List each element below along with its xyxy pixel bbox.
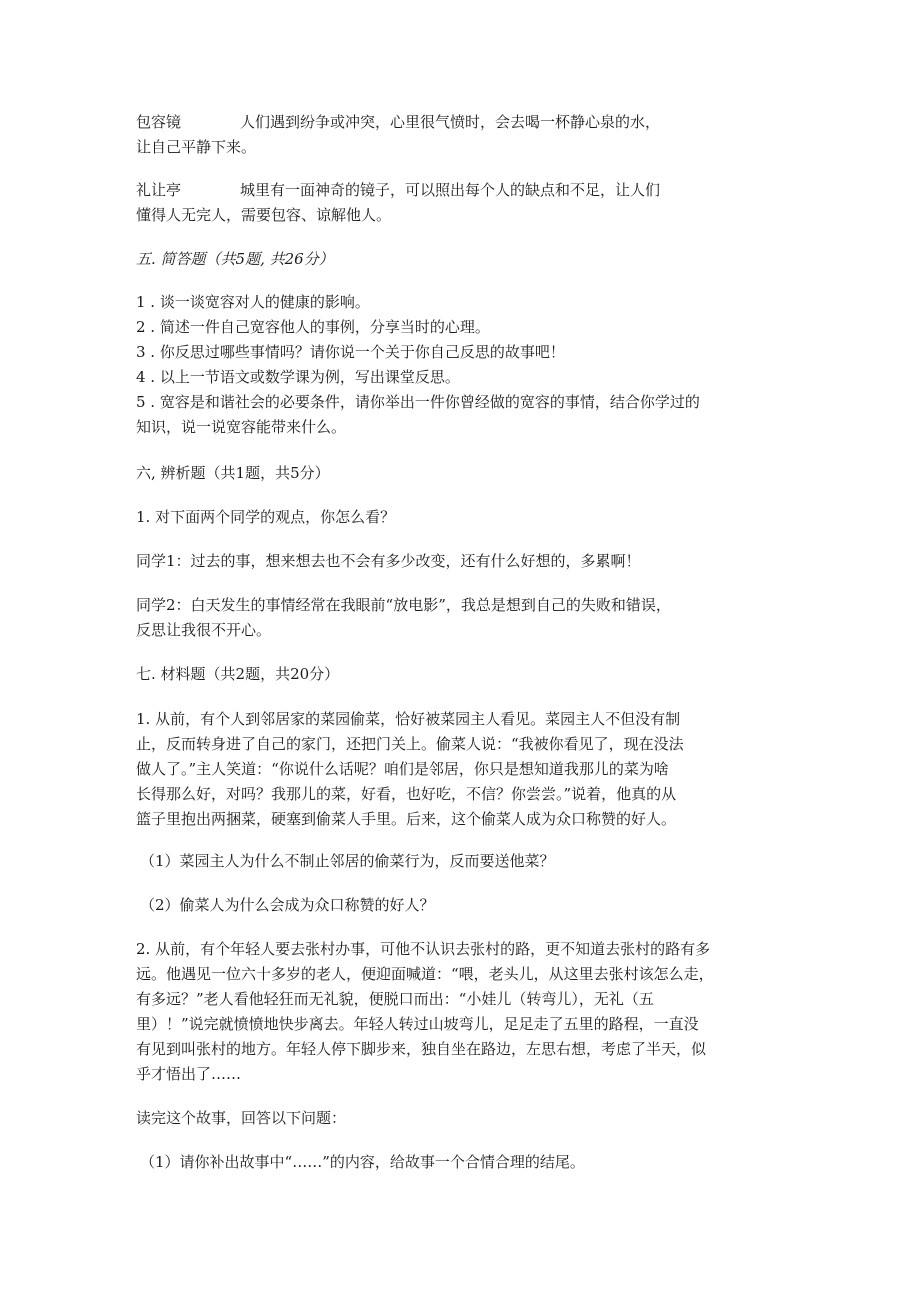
match-term: 包容镜	[136, 113, 182, 131]
list-item: 2 . 简述一件自己宽容他人的事例，分享当时的心理。	[136, 318, 490, 336]
match-description-cont: 让自己平静下来。	[136, 138, 257, 156]
story-1-question-1: （1）菜园主人为什么不制止邻居的偷菜行为，反而要送他菜？	[140, 852, 555, 870]
match-description: 城里有一面神奇的镜子，可以照出每个人的缺点和不足，让人们	[240, 181, 661, 199]
story-line: 2. 从前，有个年轻人要去张村办事，可他不认识去张村的路，更不知道去张村的路有多	[136, 940, 711, 958]
list-item: 4 . 以上一节语文或数学课为例，写出课堂反思。	[136, 368, 460, 386]
list-item: 1 . 谈一谈宽容对人的健康的影响。	[136, 293, 370, 311]
list-item-cont: 知识，说一说宽容能带来什么。	[136, 418, 347, 436]
story-2-question-1: （1）请你补出故事中“……”的内容，给故事一个合情合理的结尾。	[140, 1153, 585, 1171]
section-5-list	[136, 290, 786, 440]
match-row-2	[136, 178, 786, 228]
story-line: 做人了。”主人笑道：“你说什么话呢？咱们是邻居，你只是想知道我那儿的菜为啥	[136, 760, 669, 778]
story-line: 有见到叫张村的地方。年轻人停下脚步来，独自坐在路边，左思右想，考虑了半天，似	[136, 1040, 707, 1058]
section-7-heading: 七. 材料题（共2题，共20分）	[136, 665, 340, 683]
section-6-heading: 六, 辨析题（共1题，共5分）	[136, 464, 330, 482]
match-row-1	[136, 110, 786, 160]
story-line: 里）！”说完就愤愤地快步离去。年轻人转过山坡弯儿，足足走了五里的路程，一直没	[136, 1015, 699, 1033]
story-2	[136, 937, 786, 1087]
story-line: 长得那么好，对吗？我那儿的菜，好看，也好吃，不信？你尝尝。”说着，他真的从	[136, 785, 677, 803]
story-line: 篮子里抱出两捆菜，硬塞到偷菜人手里。后来，这个偷菜人成为众口称赞的好人。	[136, 810, 677, 828]
student-2-view	[136, 593, 786, 643]
student-2-line: 反思让我很不开心。	[136, 621, 272, 639]
section-5-heading: 五. 简答题（共5题, 共26分）	[136, 250, 334, 268]
match-description: 人们遇到纷争或冲突，心里很气愤时，会去喝一杯静心泉的水，	[240, 113, 661, 131]
section-6-question: 1. 对下面两个同学的观点，你怎么看？	[136, 508, 396, 526]
story-line: 远。他遇见一位六十多岁的老人，便迎面喊道：“喂，老头儿，从这里去张村该怎么走，	[136, 965, 714, 983]
story-line: 乎才悟出了……	[136, 1065, 242, 1083]
read-prompt: 读完这个故事，回答以下问题：	[136, 1109, 347, 1127]
story-line: 止，反而转身进了自己的家门，还把门关上。偷菜人说：“我被你看见了，现在没法	[136, 735, 684, 753]
student-1-view: 同学1：过去的事，想来想去也不会有多少改变，还有什么好想的，多累啊！	[136, 552, 641, 570]
match-description-cont: 懂得人无完人，需要包容、谅解他人。	[136, 206, 392, 224]
story-1	[136, 707, 786, 832]
story-1-question-2: （2）偷菜人为什么会成为众口称赞的好人？	[140, 896, 435, 914]
match-term: 礼让亭	[136, 181, 182, 199]
story-line: 1. 从前，有个人到邻居家的菜园偷菜，恰好被菜园主人看见。菜园主人不但没有制	[136, 710, 681, 728]
list-item: 5 . 宽容是和谐社会的必要条件，请你举出一件你曾经做的宽容的事情，结合你学过的	[136, 393, 700, 411]
story-line: 有多远？”老人看他轻狂而无礼貌，便脱口而出：“小娃儿（转弯儿），无礼（五	[136, 990, 654, 1008]
student-2-line: 同学2：白天发生的事情经常在我眼前“放电影”，我总是想到自己的失败和错误，	[136, 596, 671, 614]
list-item: 3 . 你反思过哪些事情吗？请你说一个关于你自己反思的故事吧！	[136, 343, 565, 361]
